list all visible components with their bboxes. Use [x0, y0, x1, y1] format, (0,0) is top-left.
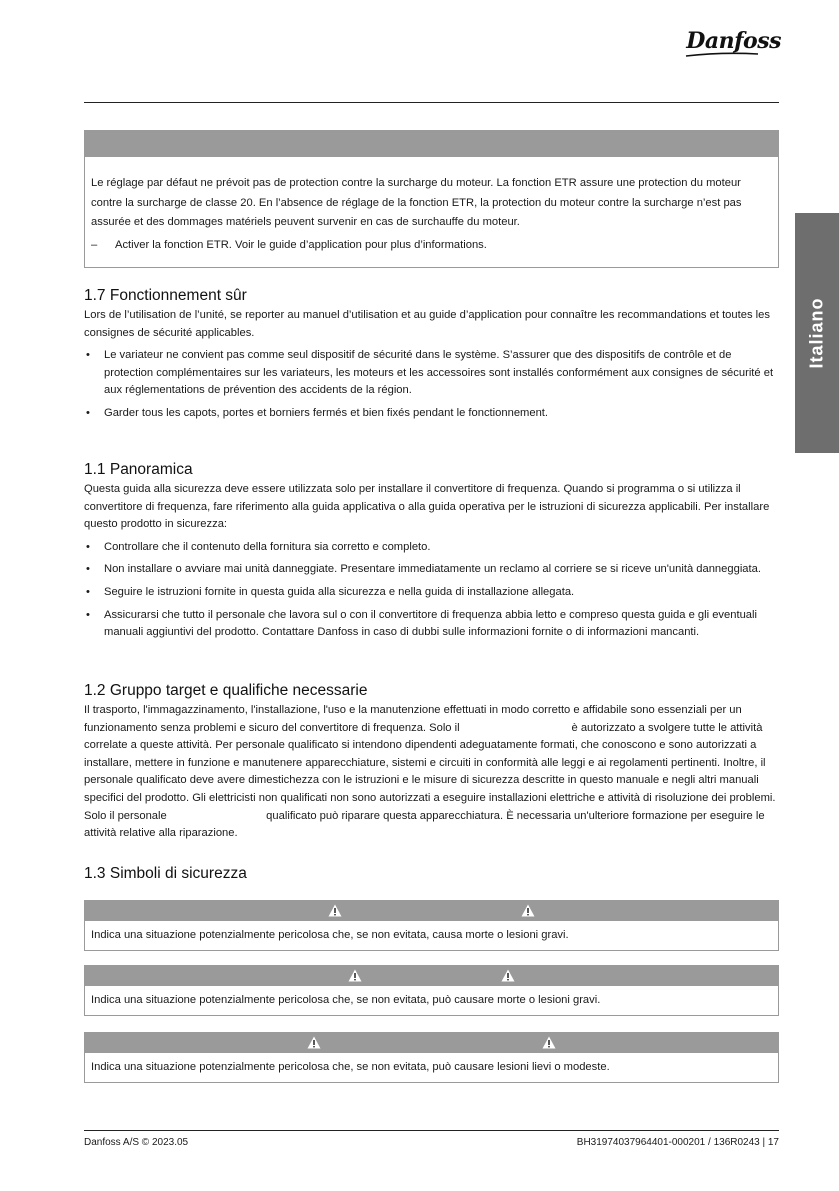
notice-body — [85, 157, 778, 261]
section-1-3 — [84, 864, 779, 885]
symbol-description: Indica una situazione potenzialmente pericolosa che, se non evitata, causa morte o lesioni gravi. — [91, 929, 569, 941]
list-item-text: Seguire le istruzioni fornite in questa guida alla sicurezza e nella guida di installazione allegata. — [104, 585, 575, 598]
list-item-text: Garder tous les capots, portes et borniers fermés et bien fixés pendant le fonctionnement. — [104, 406, 549, 419]
notice-header-bar — [85, 131, 778, 157]
warning-triangle-icon — [328, 904, 342, 917]
bullet-marker: • — [86, 349, 90, 362]
warning-triangle-icon — [307, 1036, 321, 1049]
section-1-2-para1: Il trasporto, l'immagazzinamento, l'installazione, l'uso e la manutenzione effettuati in modo corretto e affidabile sono essenziali per un funzionamento senza problemi e sicuro del convertitore di frequenza. Solo il è autorizzato a svolgere tutte le attività correlate a queste attività. Per personale qualificato si intendono dipendenti adeguatamente formati, che conoscono e sono autorizzati a installare, mettere in funzione e manutenere apparecchiature, sistemi e circuiti in conformità alle leggi e ai regolamenti pertinenti. Inoltre, il personale qualificato deve avere dimestichezza con le istruzioni e le misure di sicurezza descritte in questo manuale e negli altri manuali specifici del prodotto. Gli elettricisti non qualificati non sono autorizzati a eseguire installazioni elettriche e attività di risoluzione dei problemi. — [84, 704, 776, 804]
bullet-marker: • — [86, 585, 90, 598]
symbol-description: Indica una situazione potenzialmente pericolosa che, se non evitata, può causare morte o lesioni gravi. — [91, 994, 601, 1006]
bullet-marker: • — [86, 563, 90, 576]
section-1-3-title: 1.3 Simboli di sicurezza — [84, 865, 247, 882]
section-1-2-title: 1.2 Gruppo target e qualifiche necessarie — [84, 682, 368, 699]
footer-divider — [84, 1130, 779, 1131]
list-item — [84, 347, 779, 400]
symbol-box-danger — [84, 900, 779, 951]
list-item-text: Le variateur ne convient pas comme seul dispositif de sécurité dans le système. S’assurer que des dispositifs de contrôle et de protection complémentaires sur les variateurs, les moteurs et les accessoires sont installés conformément aux consignes de sécurité et aux réglementations de prévention des accidents de la région. — [104, 349, 774, 397]
symbol-header-bar — [85, 901, 778, 921]
symbol-box-warning — [84, 965, 779, 1016]
header-divider — [84, 102, 779, 103]
section-1-2 — [84, 681, 779, 843]
section-1-2-para2: Solo il personale qualificato può riparare questa apparecchiatura. È necessaria un'ulteriore formazione per eseguire le attività relative alla riparazione. — [84, 809, 768, 840]
section-1-7-list — [84, 347, 779, 422]
list-item-text: Assicurarsi che tutto il personale che lavora sul o con il convertitore di frequenza abbia letto e compreso questa guida e gli eventuali manuali aggiuntivi del prodotto. Contattare Danfoss in caso di dubbi sulle informazioni fornite o di informazioni mancanti. — [104, 608, 757, 639]
brand-wordmark: Danfoss — [686, 28, 781, 54]
symbol-box-caution — [84, 1032, 779, 1083]
notice-dash-text: Activer la fonction ETR. Voir le guide d’application pour plus d’informations. — [115, 238, 487, 251]
list-item — [84, 405, 779, 423]
warning-triangle-icon — [501, 969, 515, 982]
symbol-header-bar — [85, 1033, 778, 1053]
section-1-7-title: 1.7 Fonctionnement sûr — [84, 287, 247, 304]
section-1-7 — [84, 286, 779, 423]
section-1-1-list — [84, 539, 779, 642]
list-item — [84, 561, 779, 579]
bullet-marker: • — [86, 406, 90, 419]
notice-box — [84, 130, 779, 268]
logo-swoosh — [684, 52, 760, 58]
symbol-description: Indica una situazione potenzialmente pericolosa che, se non evitata, può causare lesioni lievi o modeste. — [91, 1061, 610, 1073]
section-1-1-intro: Questa guida alla sicurezza deve essere utilizzata solo per installare il convertitore di frequenza. Quando si programma o si utilizza il convertitore di frequenza, fare riferimento alla guida applicativa o alla guida operativa per le istruzioni di sicurezza applicabili. Per installare questo prodotto in sicurezza: — [84, 483, 770, 531]
list-item-text: Controllare che il contenuto della fornitura sia corretto e completo. — [104, 540, 431, 553]
list-item — [84, 539, 779, 557]
section-1-7-intro: Lors de l’utilisation de l’unité, se reporter au manuel d’utilisation et au guide d’application pour connaître les recommandations et toutes les consignes de sécurité applicables. — [84, 309, 770, 339]
danfoss-logo — [686, 28, 781, 54]
warning-triangle-icon — [542, 1036, 556, 1049]
list-item — [84, 584, 779, 602]
notice-paragraph: Le réglage par défaut ne prévoit pas de protection contre la surcharge du moteur. La fonction ETR assure une protection du moteur contre la surcharge de classe 20. En l’absence de réglage de la fonction ETR, la protection du moteur contre la surcharge n’est pas assurée et des dommages matériels peuvent survenir en cas de surchauffe du moteur. — [91, 177, 742, 228]
bullet-marker: • — [86, 608, 90, 621]
list-item-text: Non installare o avviare mai unità danneggiate. Presentare immediatamente un reclamo al corriere se si riceve un'unità danneggiata. — [104, 563, 761, 576]
notice-dash-item — [91, 236, 772, 256]
symbol-header-bar — [85, 966, 778, 986]
language-tab-label: Italiano — [806, 297, 827, 369]
warning-triangle-icon — [348, 969, 362, 982]
section-1-1-title: 1.1 Panoramica — [84, 461, 193, 478]
footer-copyright: Danfoss A/S © 2023.05 — [84, 1137, 189, 1148]
list-item — [84, 607, 779, 642]
dash-marker: – — [91, 238, 98, 251]
language-tab — [795, 213, 839, 453]
section-1-1 — [84, 460, 779, 642]
warning-triangle-icon — [521, 904, 535, 917]
footer-doc-number: BH31974037964401-000201 / 136R0243 | 17 — [576, 1137, 779, 1148]
bullet-marker: • — [86, 540, 90, 553]
